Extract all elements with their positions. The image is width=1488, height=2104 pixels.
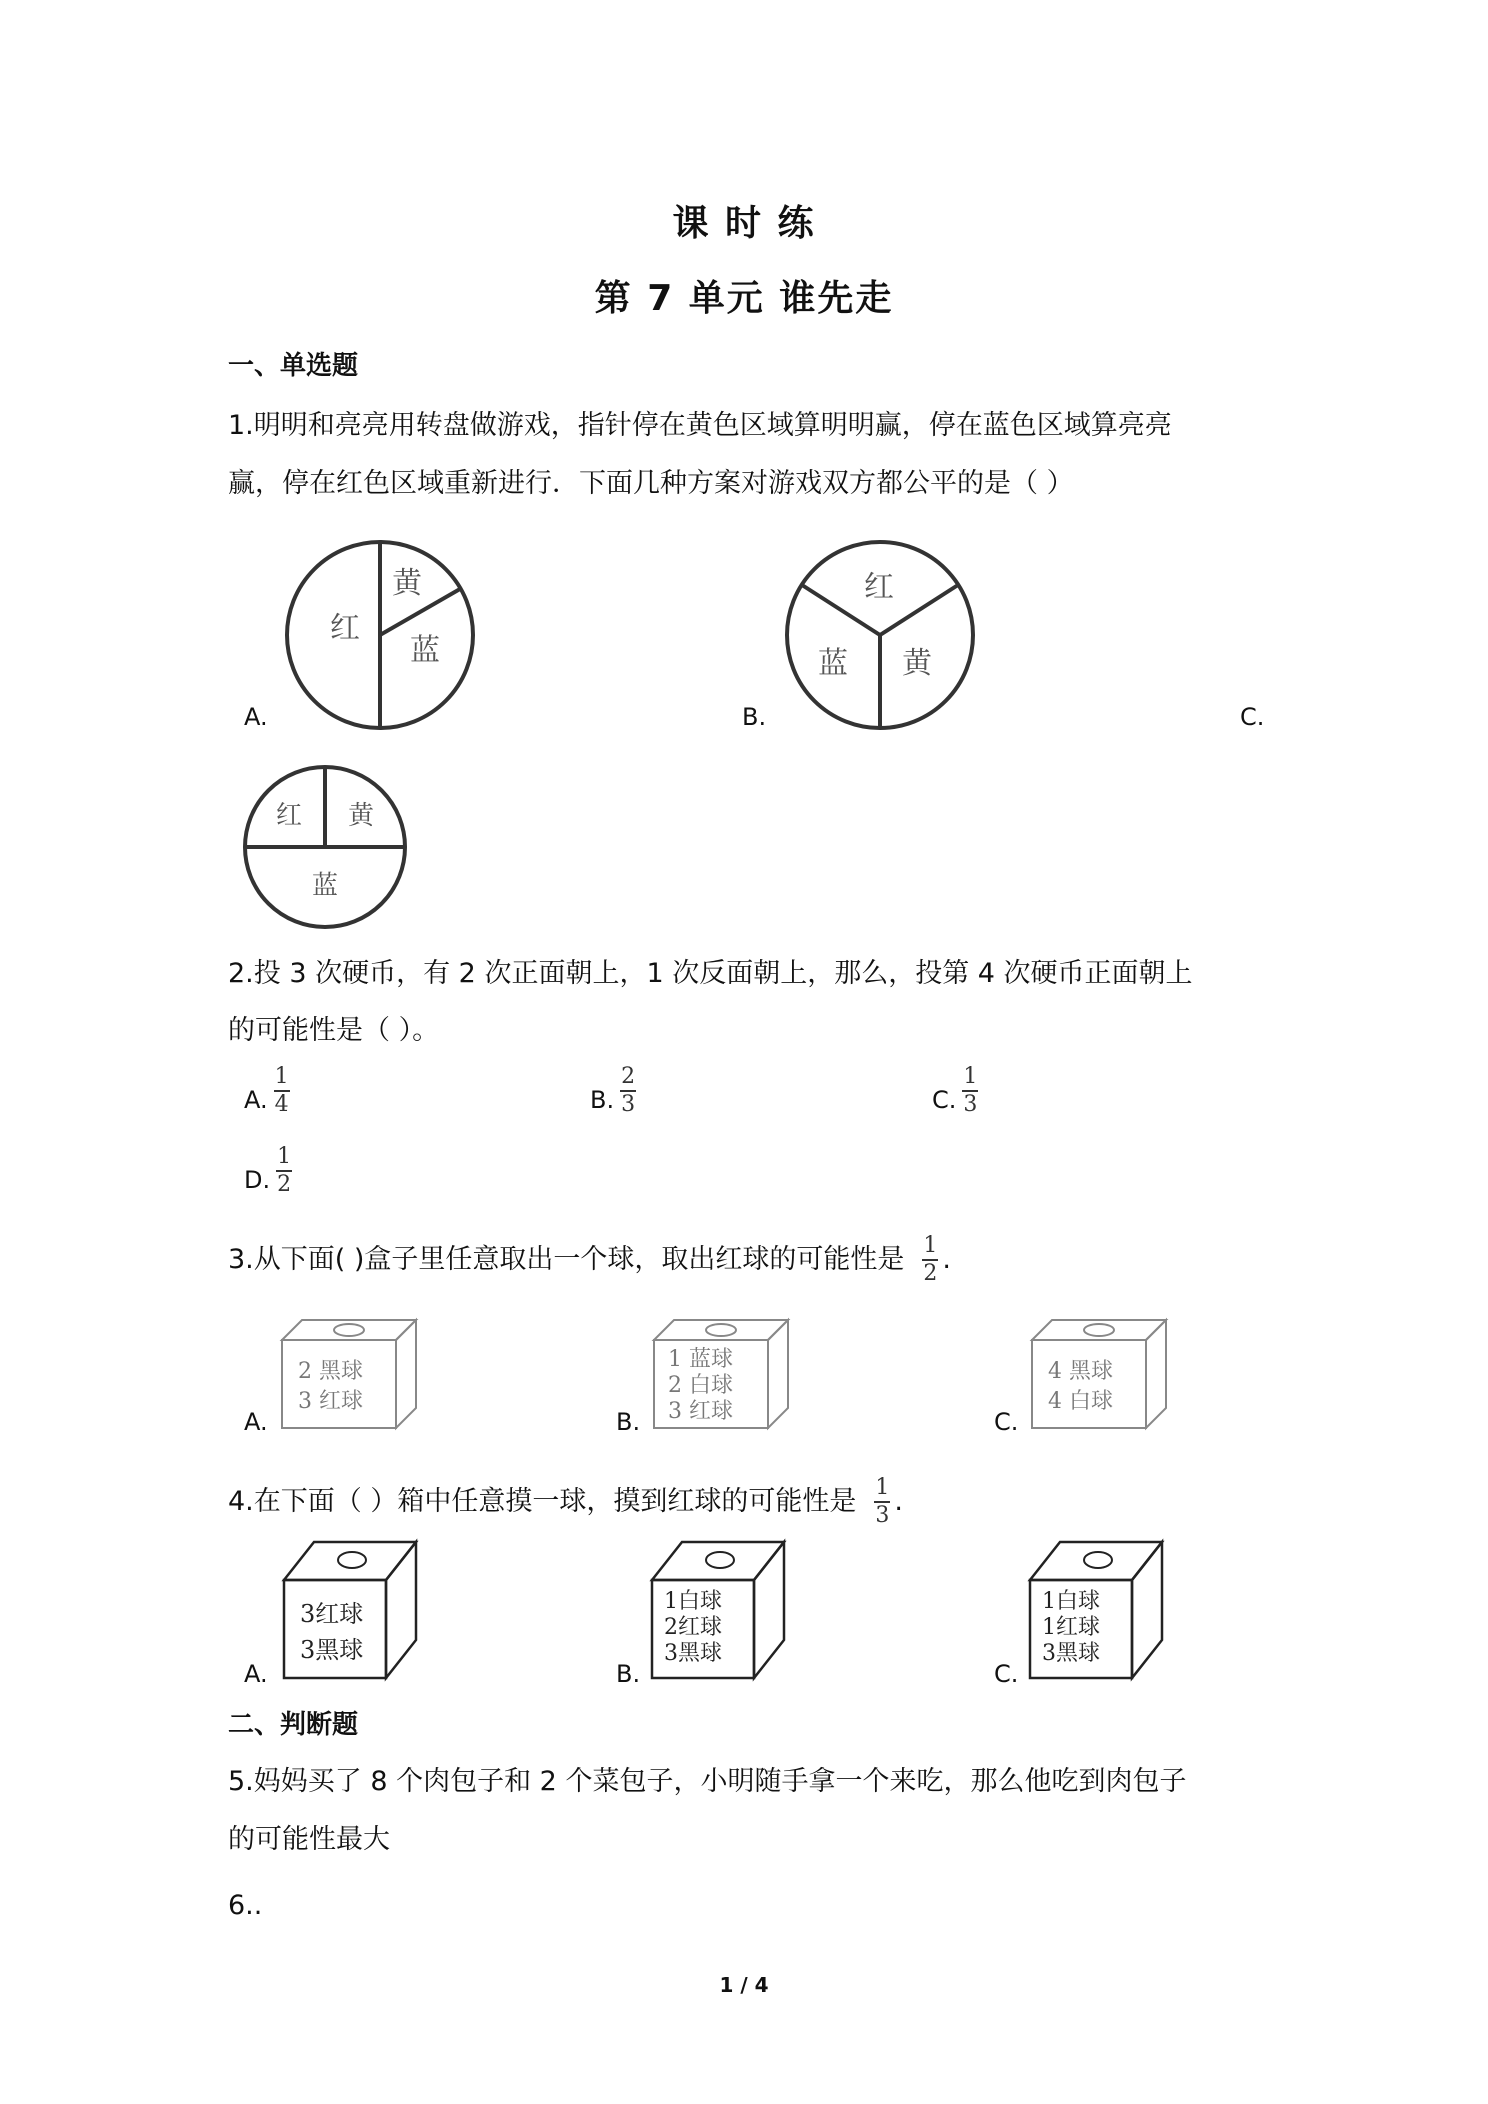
q4-box-c-line-1: 1白球 bbox=[1042, 1589, 1100, 1614]
q3-box-a bbox=[278, 1316, 420, 1432]
q2-option-d-label: D. bbox=[244, 1166, 271, 1194]
q2-option-d[interactable] bbox=[244, 1146, 292, 1196]
unit-title: 第 7 单元 谁先走 bbox=[594, 278, 894, 319]
question-4-end: . bbox=[894, 1486, 903, 1517]
question-4-fraction: $\frac{1}{3}$ bbox=[875, 1475, 890, 1528]
q3-option-c-label[interactable]: C. bbox=[994, 1408, 1019, 1436]
question-3-end: . bbox=[942, 1244, 952, 1275]
question-4-text: 4.在下面（ ）箱中任意摸一球，摸到红球的可能性是 bbox=[228, 1486, 857, 1517]
q4-option-c-label[interactable]: C. bbox=[994, 1660, 1019, 1688]
wheel-b-red: 红 bbox=[864, 570, 894, 605]
section-heading-true-false: 二、判断题 bbox=[228, 1710, 359, 1740]
q4-box-a bbox=[280, 1538, 420, 1682]
section-heading-single-choice: 一、单选题 bbox=[228, 351, 359, 381]
q4-box-b-line-1: 1白球 bbox=[664, 1589, 722, 1614]
q3-box-c bbox=[1028, 1316, 1170, 1432]
question-3-fraction: $\frac{1}{2}$ bbox=[923, 1233, 938, 1286]
q2-option-c[interactable] bbox=[932, 1066, 978, 1116]
question-5-line-2: 的可能性最大 bbox=[228, 1824, 390, 1855]
q1-option-c-label[interactable]: C. bbox=[1240, 703, 1265, 731]
question-6: 6.. bbox=[228, 1890, 263, 1921]
question-3-text: 3.从下面( )盒子里任意取出一个球，取出红球的可能性是 bbox=[228, 1244, 905, 1275]
q4-box-a-line-2: 3黑球 bbox=[300, 1636, 364, 1664]
question-1-line-2: 赢，停在红色区域重新进行．下面几种方案对游戏双方都公平的是（ ） bbox=[228, 468, 1074, 499]
q4-box-c bbox=[1026, 1538, 1166, 1682]
q2-option-d-fraction: $\frac{1}{2}$ bbox=[277, 1144, 292, 1197]
q2-option-b-fraction: $\frac{2}{3}$ bbox=[621, 1064, 636, 1117]
wheel-c-red: 红 bbox=[276, 801, 303, 831]
q3-box-c-line-2: 4 白球 bbox=[1048, 1389, 1113, 1414]
question-2-line-2: 的可能性是（ ）。 bbox=[228, 1015, 440, 1046]
q2-option-a-label: A. bbox=[244, 1086, 268, 1114]
q1-option-b-label[interactable]: B. bbox=[742, 703, 767, 731]
q4-box-b-line-2: 2红球 bbox=[664, 1615, 722, 1640]
wheel-option-a bbox=[280, 535, 480, 735]
wheel-b-blue: 蓝 bbox=[818, 646, 848, 681]
q3-box-b-line-3: 3 红球 bbox=[668, 1399, 733, 1424]
question-5-line-1: 5.妈妈买了 8 个肉包子和 2 个菜包子，小明随手拿一个来吃，那么他吃到肉包子 bbox=[228, 1766, 1187, 1797]
q2-option-c-label: C. bbox=[932, 1086, 957, 1114]
question-4 bbox=[228, 1474, 903, 1530]
q4-box-c-line-3: 3黑球 bbox=[1042, 1641, 1100, 1666]
q2-option-a-fraction: $\frac{1}{4}$ bbox=[274, 1064, 289, 1117]
q2-option-b[interactable] bbox=[590, 1066, 636, 1116]
q4-box-b-line-3: 3黑球 bbox=[664, 1641, 722, 1666]
q3-box-b bbox=[650, 1316, 792, 1432]
wheel-option-c bbox=[240, 762, 410, 932]
q3-box-b-line-1: 1 蓝球 bbox=[668, 1347, 733, 1372]
q2-option-c-fraction: $\frac{1}{3}$ bbox=[963, 1064, 978, 1117]
q4-box-b bbox=[648, 1538, 788, 1682]
q3-box-a-line-1: 2 黑球 bbox=[298, 1359, 363, 1384]
q4-option-b-label[interactable]: B. bbox=[616, 1660, 641, 1688]
q2-option-b-label: B. bbox=[590, 1086, 615, 1114]
wheel-c-yellow: 黄 bbox=[348, 801, 375, 831]
q4-box-a-line-1: 3红球 bbox=[300, 1600, 364, 1628]
q3-box-a-line-2: 3 红球 bbox=[298, 1389, 363, 1414]
page-title: 课 时 练 bbox=[672, 203, 816, 244]
q3-box-b-line-2: 2 白球 bbox=[668, 1373, 733, 1398]
question-2-line-1: 2.投 3 次硬币，有 2 次正面朝上，1 次反面朝上，那么，投第 4 次硬币正面朝上 bbox=[228, 958, 1193, 989]
q4-box-c-line-2: 1红球 bbox=[1042, 1615, 1100, 1640]
page-number: 1 / 4 bbox=[719, 1973, 769, 1997]
q3-option-b-label[interactable]: B. bbox=[616, 1408, 641, 1436]
wheel-c-blue: 蓝 bbox=[312, 871, 339, 901]
wheel-a-yellow: 黄 bbox=[392, 566, 422, 601]
q3-box-c-line-1: 4 黑球 bbox=[1048, 1359, 1113, 1384]
wheel-option-b bbox=[780, 535, 980, 735]
wheel-b-yellow: 黄 bbox=[902, 646, 932, 681]
wheel-a-blue: 蓝 bbox=[410, 633, 440, 668]
q1-option-a-label[interactable]: A. bbox=[244, 703, 268, 731]
q3-option-a-label[interactable]: A. bbox=[244, 1408, 268, 1436]
wheel-a-red: 红 bbox=[330, 611, 360, 646]
question-1-line-1: 1.明明和亮亮用转盘做游戏，指针停在黄色区域算明明赢，停在蓝色区域算亮亮 bbox=[228, 410, 1172, 441]
q2-option-a[interactable] bbox=[244, 1066, 290, 1116]
question-3 bbox=[228, 1232, 951, 1288]
q4-option-a-label[interactable]: A. bbox=[244, 1660, 268, 1688]
